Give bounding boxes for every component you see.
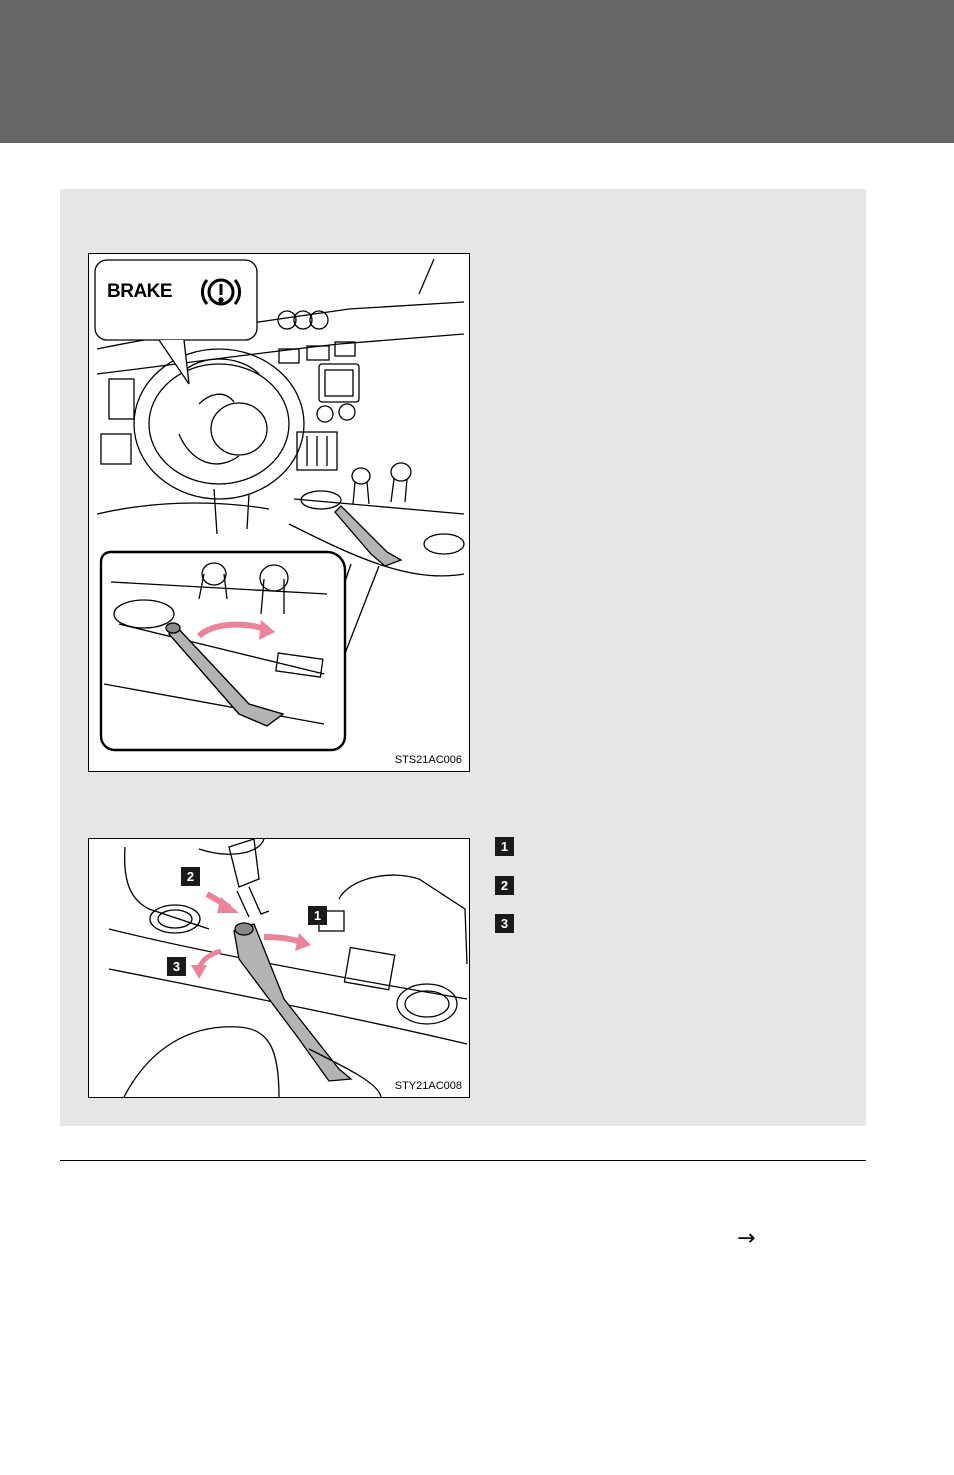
header-band xyxy=(0,0,954,143)
marker-1: 1 xyxy=(308,906,327,925)
reference-arrow: → xyxy=(737,1226,756,1251)
brake-callout-label: BRAKE xyxy=(107,281,173,302)
figure-code: STY21AC008 xyxy=(394,1080,462,1092)
parking-brake-location-figure xyxy=(88,253,470,772)
dashboard-illustration xyxy=(89,254,469,771)
section-divider xyxy=(60,1160,866,1161)
marker-3: 3 xyxy=(167,957,186,976)
console-illustration xyxy=(89,839,469,1097)
step-badge-3: 3 xyxy=(495,914,514,933)
step-badge-2: 2 xyxy=(495,876,514,895)
marker-2: 2 xyxy=(181,867,200,886)
step-badge-1: 1 xyxy=(495,837,514,856)
figure-code: STS21AC006 xyxy=(394,754,462,766)
parking-brake-release-figure xyxy=(88,838,470,1098)
